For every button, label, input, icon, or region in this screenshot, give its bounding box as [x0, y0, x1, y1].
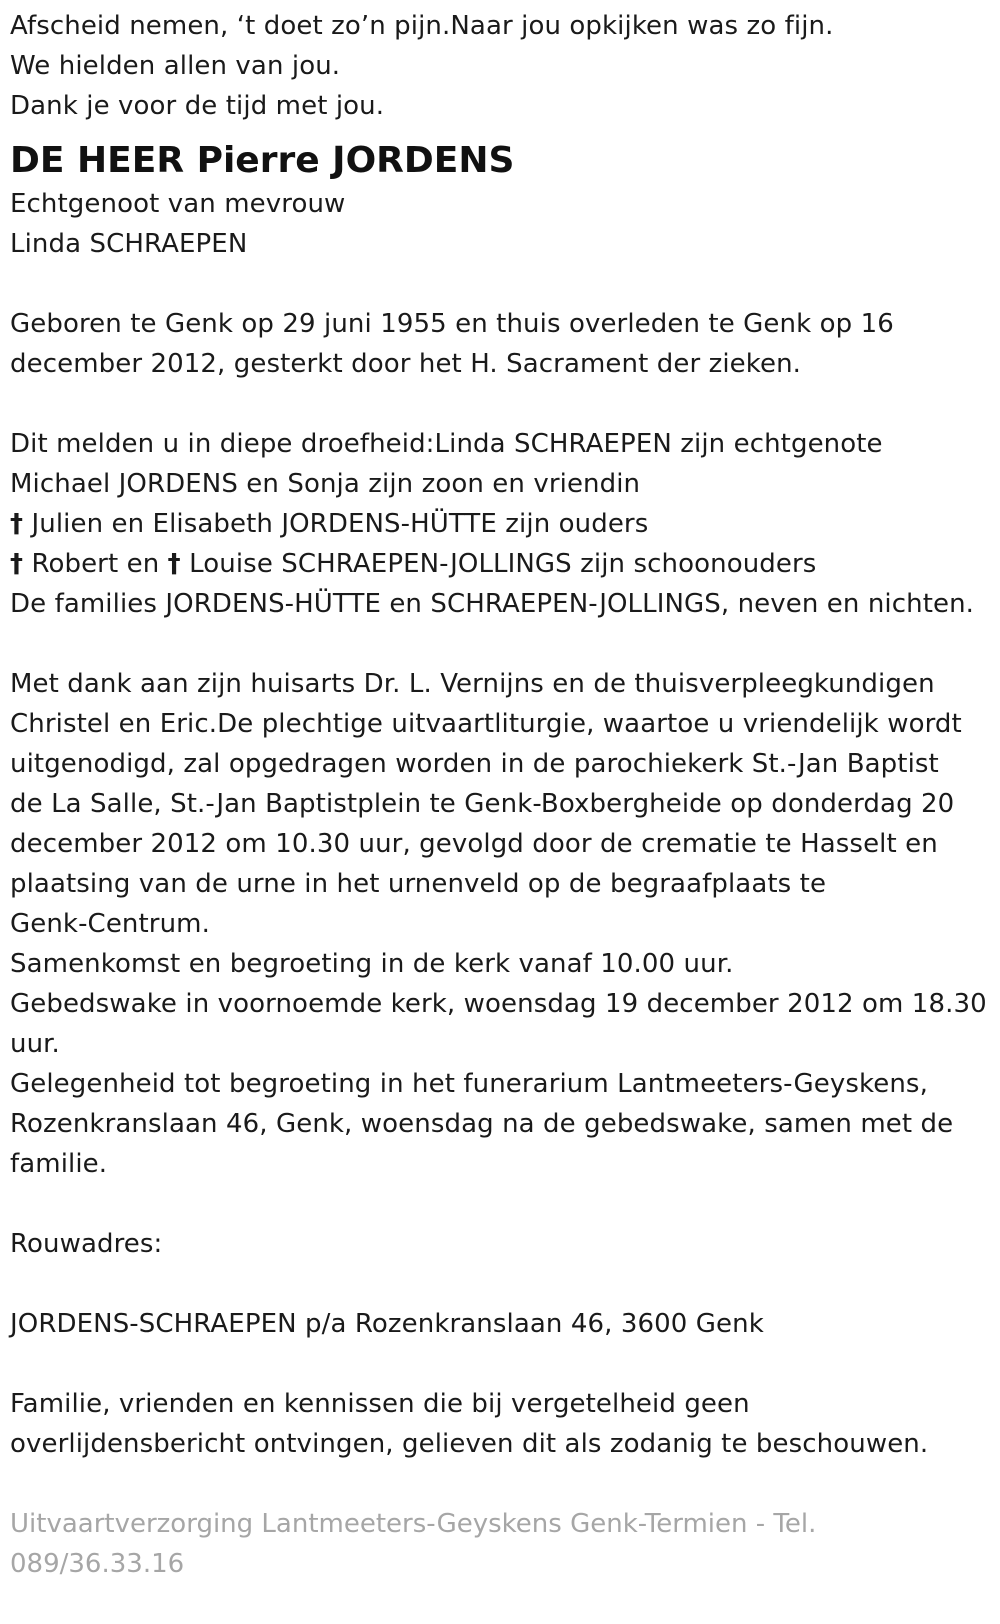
- spouse-block: [10, 184, 980, 264]
- ceremony-line: de La Salle, St.-Jan Baptistplein te Genk-Boxbergheide op donderdag 20: [10, 789, 955, 819]
- ceremony-line: uitgenodigd, zal opgedragen worden in de parochiekerk St.-Jan Baptist: [10, 749, 939, 779]
- ceremony-line: uur.: [10, 1029, 60, 1059]
- cross-icon: †: [10, 509, 24, 539]
- ceremony-line: familie.: [10, 1149, 108, 1179]
- spacer: [10, 1344, 980, 1384]
- parents-in-law-text-2: Louise SCHRAEPEN-JOLLINGS zijn schoonouders: [180, 549, 817, 579]
- family-block: [10, 424, 980, 624]
- spacer: [10, 1264, 980, 1304]
- family-line-parents-in-law: [10, 544, 980, 584]
- poem-line: Afscheid nemen, ‘t doet zo’n pijn.Naar jou opkijken was zo fijn.: [10, 11, 834, 41]
- parents-text: Julien en Elisabeth JORDENS-HÜTTE zijn ouders: [23, 509, 649, 539]
- ceremony-line: Christel en Eric.De plechtige uitvaartliturgie, waartoe u vriendelijk wordt: [10, 709, 962, 739]
- ceremony-line: december 2012 om 10.30 uur, gevolgd door de crematie te Hasselt en: [10, 829, 938, 859]
- birth-death-block: [10, 304, 980, 384]
- spacer: [10, 1184, 980, 1224]
- poem-block: [10, 6, 980, 126]
- deceased-name-title: DE HEER Pierre JORDENS: [10, 140, 515, 181]
- ceremony-line: plaatsing van de urne in het urnenveld op de begraafplaats te: [10, 869, 827, 899]
- notice-line: overlijdensbericht ontvingen, gelieven dit als zodanig te beschouwen.: [10, 1429, 929, 1459]
- cross-icon: †: [167, 549, 181, 579]
- spacer: [10, 624, 980, 664]
- footer-line: 089/36.33.16: [10, 1549, 185, 1579]
- birth-line: Geboren te Genk op 29 juni 1955 en thuis overleden te Genk op 16: [10, 309, 894, 339]
- ceremony-line: Met dank aan zijn huisarts Dr. L. Vernijns en de thuisverpleegkundigen: [10, 669, 935, 699]
- spacer: [10, 384, 980, 424]
- ceremony-line: Rozenkranslaan 46, Genk, woensdag na de gebedswake, samen met de: [10, 1109, 954, 1139]
- parents-in-law-text-1: Robert en: [23, 549, 168, 579]
- spouse-line: Echtgenoot van mevrouw: [10, 189, 346, 219]
- rouwadres-address: JORDENS-SCHRAEPEN p/a Rozenkranslaan 46, 3600 Genk: [10, 1309, 764, 1339]
- ceremony-line: Gebedswake in voornoemde kerk, woensdag 19 december 2012 om 18.30: [10, 989, 987, 1019]
- funeral-director-footer: [10, 1504, 980, 1584]
- birth-line: december 2012, gesterkt door het H. Sacrament der zieken.: [10, 349, 802, 379]
- ceremony-line: Samenkomst en begroeting in de kerk vanaf 10.00 uur.: [10, 949, 734, 979]
- family-line: Michael JORDENS en Sonja zijn zoon en vriendin: [10, 469, 641, 499]
- notice-line: Familie, vrienden en kennissen die bij vergetelheid geen: [10, 1389, 750, 1419]
- footer-line: Uitvaartverzorging Lantmeeters-Geyskens Genk-Termien - Tel.: [10, 1509, 817, 1539]
- family-line: Dit melden u in diepe droefheid:Linda SCHRAEPEN zijn echtgenote: [10, 429, 883, 459]
- poem-line: We hielden allen van jou.: [10, 51, 341, 81]
- rouwadres-label: Rouwadres:: [10, 1229, 163, 1259]
- spacer: [10, 264, 980, 304]
- poem-line: Dank je voor de tijd met jou.: [10, 91, 385, 121]
- spouse-line: Linda SCHRAEPEN: [10, 229, 248, 259]
- ceremony-block: [10, 664, 987, 1184]
- family-line-parents: [10, 504, 980, 544]
- family-line: De families JORDENS-HÜTTE en SCHRAEPEN-JOLLINGS, neven en nichten.: [10, 589, 975, 619]
- ceremony-line: Gelegenheid tot begroeting in het funerarium Lantmeeters-Geyskens,: [10, 1069, 928, 1099]
- cross-icon: †: [10, 549, 24, 579]
- notice-block: [10, 1384, 980, 1464]
- ceremony-line: Genk-Centrum.: [10, 909, 210, 939]
